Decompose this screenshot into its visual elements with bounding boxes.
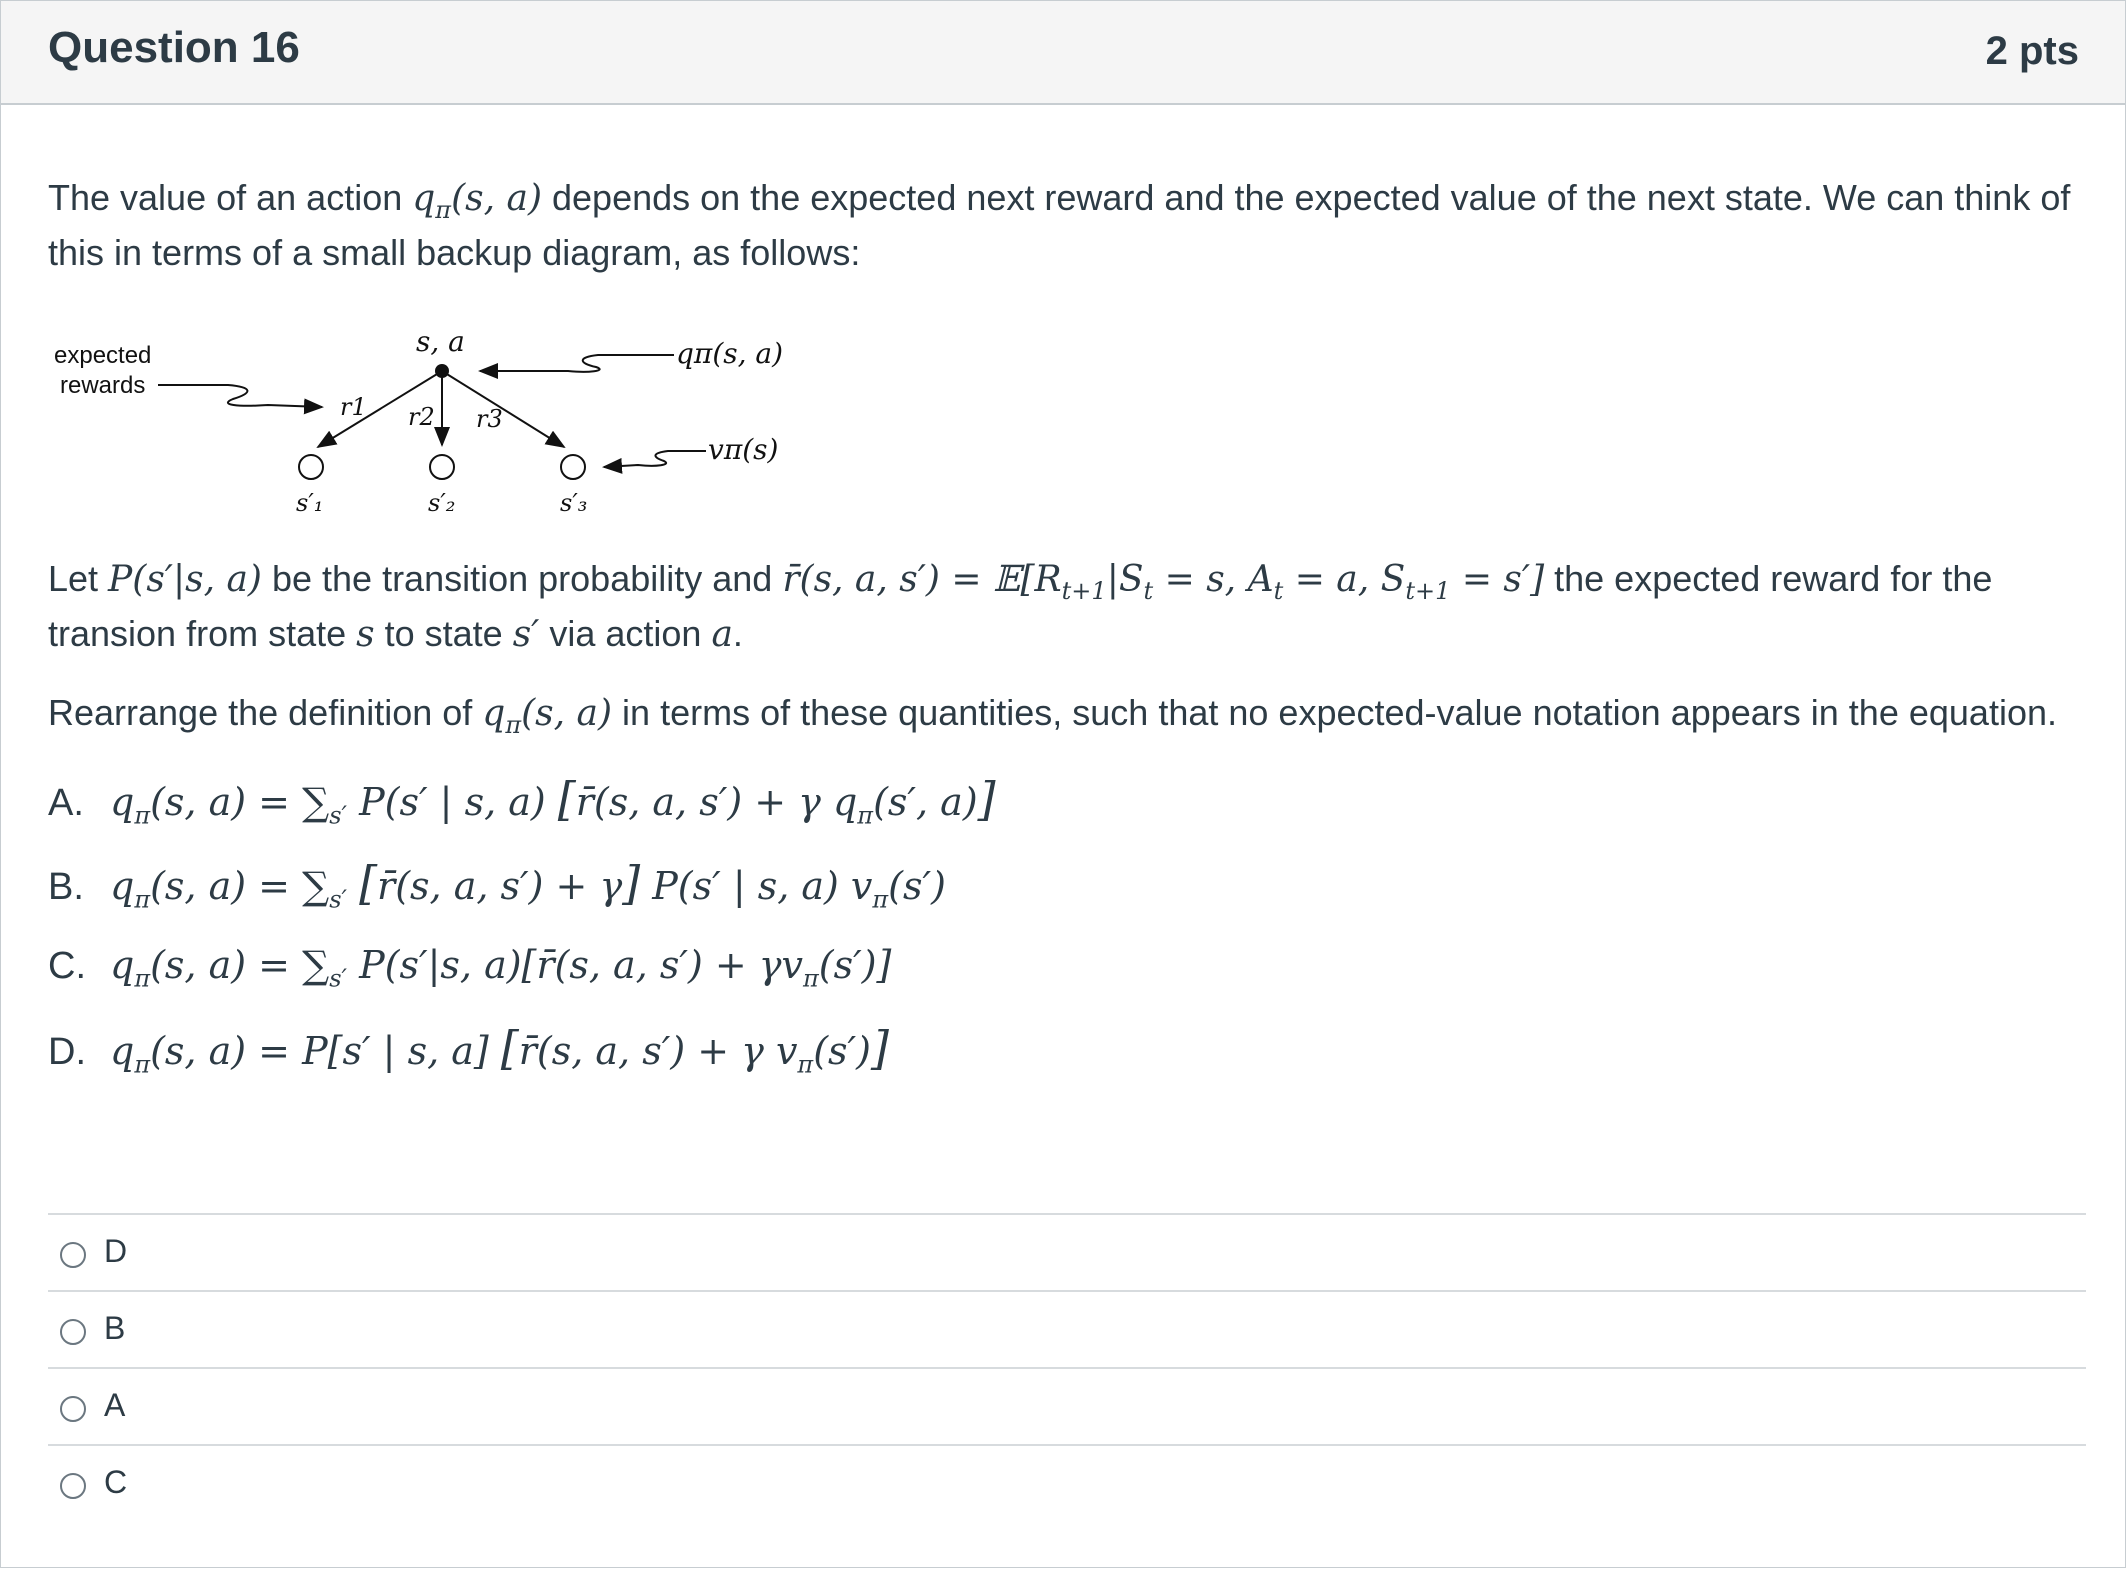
option-letter-d: D.	[48, 1031, 86, 1073]
instruction-math: $q_\pi(s$, a)	[482, 693, 613, 740]
transition-math-r: r̄(s, a, $s') = 𝔼[R_{t+1}|S_t = s$, $A_t = a$, $S_{t+1} = s'$]	[782, 559, 1545, 606]
leaf-state-node-3	[561, 455, 585, 479]
diagram-label-root: s, a	[416, 325, 465, 358]
option-b-formula: $q_\pi(s$, $a) = \sum_{s'}$ [r̄(s, a, s′) + γ] P(s′ | s, a) $v_\pi(s')$	[110, 856, 946, 914]
intro-text-1: The value of an action	[48, 177, 413, 218]
question-header	[1, 1, 2125, 105]
v-pointer-arrow	[604, 451, 706, 467]
intro-text-2: depends on the expected next reward and the expected value of the next state. We can think of this in terms of a small backup diagram, as follows:	[48, 177, 2071, 273]
instruction-text-1: Rearrange the definition of	[48, 692, 483, 733]
diagram-label-rewards: rewards	[60, 372, 146, 399]
answer-label[interactable]: B	[104, 1310, 126, 1346]
transition-math-s2: s′	[512, 614, 540, 655]
diagram-label-v: vπ(s)	[708, 433, 779, 466]
option-a-formula: $q_\pi(s$, $a) = \sum_{s'}$ P(s′ | s, a) [r̄(s, a, s′) + γ $q_\pi(s'$, a)]	[110, 772, 996, 830]
answer-choice-c[interactable]	[48, 1444, 2086, 1521]
answer-label[interactable]: C	[104, 1464, 128, 1500]
option-letter-c: C.	[48, 945, 86, 987]
leaf-state-node-2	[430, 455, 454, 479]
transition-text-3: the expected reward for the transion from state	[48, 558, 1993, 654]
radio-button[interactable]	[60, 1242, 86, 1268]
transition-text-4: to state	[374, 613, 513, 654]
answer-choice-a[interactable]	[48, 1367, 2086, 1444]
option-equation-b	[48, 853, 946, 917]
diagram-label-s1: s′₁	[296, 489, 324, 517]
radio-button[interactable]	[60, 1473, 86, 1499]
instruction-text-2: in terms of these quantities, such that no expected-value notation appears in the equation.	[612, 692, 2057, 733]
option-c-formula: $q_\pi(s$, $a) = \sum_{s'}$ P(s′|s, a)[r̄(s, a, $s') + \gamma v_\pi(s')$]	[110, 943, 892, 993]
transition-math-s: s	[356, 614, 375, 655]
leaf-state-node-1	[299, 455, 323, 479]
intro-math: $q_\pi(s$, a)	[412, 178, 542, 225]
transition-math-p: P(s′|s, a)	[108, 559, 262, 600]
branch-r3	[442, 371, 564, 447]
option-letter-a: A.	[48, 782, 84, 824]
rewards-pointer-arrow	[158, 385, 322, 407]
option-letter-b: B.	[48, 866, 84, 908]
instruction-paragraph	[48, 686, 2088, 741]
answer-choice-d[interactable]	[48, 1213, 2086, 1290]
answer-label[interactable]: A	[104, 1387, 126, 1423]
answer-choice-b[interactable]	[48, 1290, 2086, 1367]
option-equation-d	[48, 1018, 889, 1082]
transition-paragraph	[48, 552, 2088, 662]
answer-label[interactable]: D	[104, 1233, 128, 1269]
transition-text-6: .	[732, 613, 743, 654]
question-points: 2 pts	[1985, 29, 2079, 73]
radio-button[interactable]	[60, 1396, 86, 1422]
transition-text-5: via action	[539, 613, 712, 654]
diagram-label-r3: r3	[476, 405, 503, 433]
option-d-formula: $q_\pi(s$, a) = P[s′ | s, a] [r̄(s, a, s′) + γ $v_\pi(s')$]	[110, 1021, 889, 1079]
radio-button[interactable]	[60, 1319, 86, 1345]
backup-diagram	[48, 319, 808, 529]
intro-paragraph	[48, 171, 2088, 280]
transition-math-a: a	[711, 614, 733, 655]
question-title: Question 16	[48, 23, 300, 72]
diagram-label-expected: expected	[54, 342, 152, 369]
diagram-label-r1: r1	[340, 393, 367, 421]
diagram-label-r2: r2	[408, 403, 435, 431]
transition-text-2: be the transition probability and	[261, 558, 783, 599]
diagram-label-s2: s′₂	[428, 489, 456, 517]
option-equation-a	[48, 769, 996, 833]
transition-text-1: Let	[48, 558, 109, 599]
option-equation-c	[48, 935, 891, 996]
answer-list	[48, 1213, 2086, 1521]
diagram-label-s3: s′₃	[560, 489, 588, 517]
q-pointer-arrow	[480, 355, 674, 372]
diagram-label-q: qπ(s, a)	[676, 337, 784, 370]
